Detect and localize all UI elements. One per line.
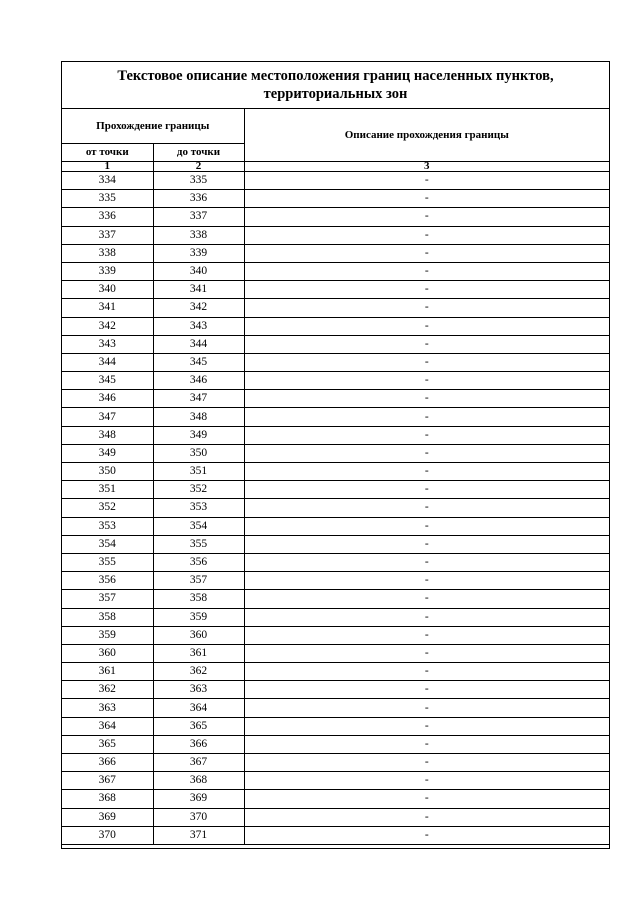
cell-to-point: 359	[153, 608, 244, 626]
cell-to-point: 356	[153, 553, 244, 571]
cell-from-point: 366	[62, 754, 153, 772]
table-row	[62, 172, 609, 190]
cell-to-point: 368	[153, 772, 244, 790]
table-row	[62, 390, 609, 408]
cell-description: -	[244, 735, 609, 753]
cell-to-point: 341	[153, 281, 244, 299]
table-row	[62, 299, 609, 317]
table-row	[62, 317, 609, 335]
cell-from-point: 337	[62, 226, 153, 244]
cell-to-point: 360	[153, 626, 244, 644]
table-row	[62, 681, 609, 699]
cell-to-point: 337	[153, 208, 244, 226]
cell-to-point: 339	[153, 244, 244, 262]
cell-to-point: 347	[153, 390, 244, 408]
cell-from-point: 358	[62, 608, 153, 626]
cell-to-point: 353	[153, 499, 244, 517]
cell-from-point: 365	[62, 735, 153, 753]
document-title	[62, 62, 609, 109]
table-row	[62, 499, 609, 517]
table-row	[62, 553, 609, 571]
cell-from-point: 338	[62, 244, 153, 262]
cell-from-point: 357	[62, 590, 153, 608]
cell-to-point: 345	[153, 353, 244, 371]
table-row	[62, 244, 609, 262]
cell-description: -	[244, 244, 609, 262]
table-row	[62, 608, 609, 626]
cell-to-point: 365	[153, 717, 244, 735]
header-to-point: до точки	[153, 144, 244, 162]
table-row	[62, 808, 609, 826]
cell-description: -	[244, 190, 609, 208]
cell-description: -	[244, 208, 609, 226]
cell-description: -	[244, 699, 609, 717]
cell-from-point: 368	[62, 790, 153, 808]
cell-to-point: 336	[153, 190, 244, 208]
table-row	[62, 281, 609, 299]
cell-description: -	[244, 426, 609, 444]
cell-from-point: 341	[62, 299, 153, 317]
cell-description: -	[244, 281, 609, 299]
table-body	[62, 172, 609, 845]
cell-from-point: 339	[62, 262, 153, 280]
table-row	[62, 463, 609, 481]
table-row	[62, 190, 609, 208]
table-row	[62, 699, 609, 717]
cell-from-point: 346	[62, 390, 153, 408]
table-row	[62, 735, 609, 753]
cell-from-point: 370	[62, 826, 153, 844]
cell-description: -	[244, 626, 609, 644]
cell-from-point: 367	[62, 772, 153, 790]
cell-from-point: 342	[62, 317, 153, 335]
cell-from-point: 360	[62, 644, 153, 662]
cell-description: -	[244, 226, 609, 244]
cell-from-point: 361	[62, 663, 153, 681]
table-row	[62, 481, 609, 499]
cell-description: -	[244, 444, 609, 462]
cell-description: -	[244, 572, 609, 590]
cell-description: -	[244, 553, 609, 571]
cell-to-point: 346	[153, 372, 244, 390]
cell-from-point: 344	[62, 353, 153, 371]
cell-description: -	[244, 408, 609, 426]
cell-description: -	[244, 772, 609, 790]
cell-description: -	[244, 517, 609, 535]
cell-from-point: 340	[62, 281, 153, 299]
cell-from-point: 336	[62, 208, 153, 226]
cell-from-point: 355	[62, 553, 153, 571]
cell-description: -	[244, 754, 609, 772]
cell-to-point: 367	[153, 754, 244, 772]
table-row	[62, 535, 609, 553]
cell-description: -	[244, 262, 609, 280]
cell-description: -	[244, 299, 609, 317]
table-header	[62, 109, 609, 172]
cell-from-point: 362	[62, 681, 153, 699]
cell-to-point: 342	[153, 299, 244, 317]
cell-from-point: 351	[62, 481, 153, 499]
table-row	[62, 426, 609, 444]
cell-to-point: 355	[153, 535, 244, 553]
cell-to-point: 338	[153, 226, 244, 244]
cell-description: -	[244, 717, 609, 735]
table-row	[62, 517, 609, 535]
boundary-table	[62, 109, 609, 845]
cell-from-point: 356	[62, 572, 153, 590]
table-row	[62, 408, 609, 426]
cell-description: -	[244, 390, 609, 408]
header-description: Описание прохождения границы	[244, 109, 609, 162]
cell-description: -	[244, 372, 609, 390]
cell-description: -	[244, 535, 609, 553]
cell-description: -	[244, 590, 609, 608]
cell-description: -	[244, 644, 609, 662]
cell-to-point: 350	[153, 444, 244, 462]
cell-description: -	[244, 790, 609, 808]
cell-from-point: 348	[62, 426, 153, 444]
cell-to-point: 363	[153, 681, 244, 699]
cell-description: -	[244, 608, 609, 626]
cell-from-point: 350	[62, 463, 153, 481]
table-row	[62, 717, 609, 735]
cell-from-point: 359	[62, 626, 153, 644]
table-row	[62, 772, 609, 790]
cell-description: -	[244, 317, 609, 335]
document-frame	[61, 61, 610, 849]
cell-to-point: 361	[153, 644, 244, 662]
cell-from-point: 352	[62, 499, 153, 517]
cell-to-point: 358	[153, 590, 244, 608]
cell-to-point: 370	[153, 808, 244, 826]
table-row	[62, 826, 609, 844]
cell-to-point: 340	[153, 262, 244, 280]
title-line-2: территориальных зон	[263, 86, 408, 102]
table-row	[62, 572, 609, 590]
cell-from-point: 335	[62, 190, 153, 208]
cell-to-point: 366	[153, 735, 244, 753]
cell-from-point: 334	[62, 172, 153, 190]
cell-to-point: 349	[153, 426, 244, 444]
cell-description: -	[244, 663, 609, 681]
table-row	[62, 644, 609, 662]
cell-description: -	[244, 808, 609, 826]
cell-from-point: 345	[62, 372, 153, 390]
cell-to-point: 369	[153, 790, 244, 808]
cell-to-point: 343	[153, 317, 244, 335]
cell-description: -	[244, 463, 609, 481]
cell-from-point: 369	[62, 808, 153, 826]
cell-from-point: 364	[62, 717, 153, 735]
cell-from-point: 353	[62, 517, 153, 535]
cell-to-point: 364	[153, 699, 244, 717]
cell-from-point: 347	[62, 408, 153, 426]
header-passage: Прохождение границы	[62, 109, 244, 144]
cell-to-point: 354	[153, 517, 244, 535]
cell-description: -	[244, 499, 609, 517]
cell-description: -	[244, 335, 609, 353]
cell-description: -	[244, 826, 609, 844]
cell-from-point: 363	[62, 699, 153, 717]
cell-to-point: 348	[153, 408, 244, 426]
cell-to-point: 335	[153, 172, 244, 190]
table-row	[62, 444, 609, 462]
table-row	[62, 663, 609, 681]
title-line-1: Текстовое описание местоположения границ населенных пунктов,	[117, 68, 554, 84]
cell-to-point: 344	[153, 335, 244, 353]
header-col-number-1: 1	[62, 162, 153, 172]
table-row	[62, 208, 609, 226]
cell-to-point: 352	[153, 481, 244, 499]
cell-description: -	[244, 353, 609, 371]
cell-to-point: 357	[153, 572, 244, 590]
cell-description: -	[244, 481, 609, 499]
header-from-point: от точки	[62, 144, 153, 162]
header-col-number-2: 2	[153, 162, 244, 172]
table-row	[62, 590, 609, 608]
table-row	[62, 335, 609, 353]
table-row	[62, 262, 609, 280]
table-row	[62, 626, 609, 644]
cell-from-point: 354	[62, 535, 153, 553]
table-row	[62, 372, 609, 390]
cell-description: -	[244, 172, 609, 190]
table-row	[62, 790, 609, 808]
header-col-number-3: 3	[244, 162, 609, 172]
cell-description: -	[244, 681, 609, 699]
table-row	[62, 353, 609, 371]
cell-from-point: 343	[62, 335, 153, 353]
table-bottom-margin	[62, 844, 609, 848]
table-row	[62, 226, 609, 244]
cell-to-point: 371	[153, 826, 244, 844]
table-row	[62, 754, 609, 772]
cell-to-point: 351	[153, 463, 244, 481]
cell-from-point: 349	[62, 444, 153, 462]
cell-to-point: 362	[153, 663, 244, 681]
